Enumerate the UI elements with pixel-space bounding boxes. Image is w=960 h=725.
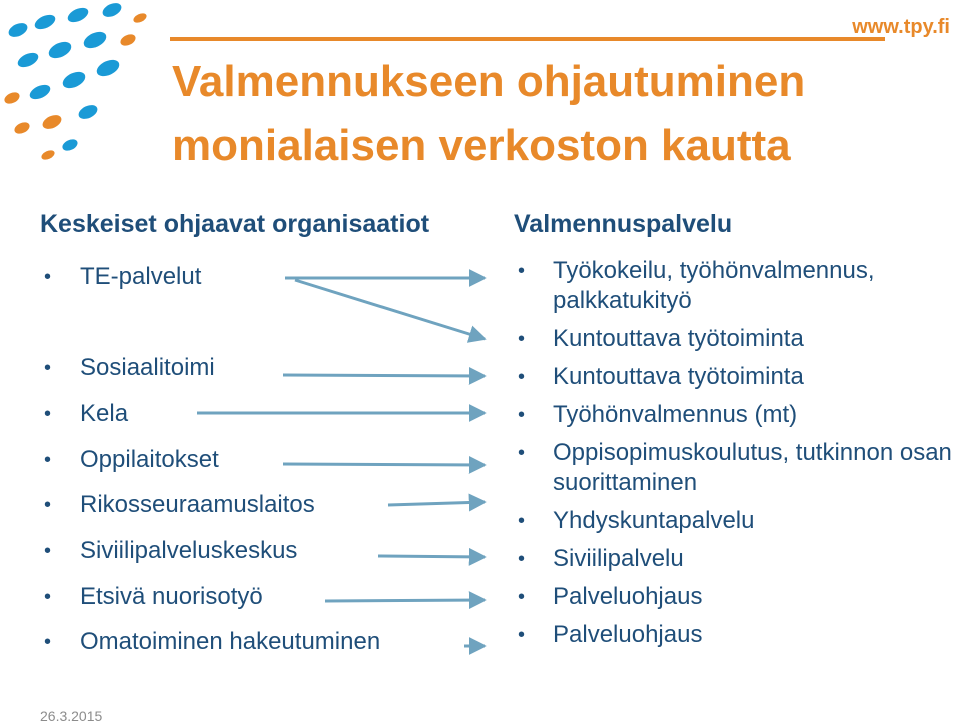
- arrow-etsiva-to-palveluohjaus: [325, 600, 485, 601]
- arrow-te-to-kuntouttava: [295, 280, 485, 339]
- bullet-icon: •: [518, 404, 526, 426]
- tpy-logo-icon: [0, 0, 160, 170]
- right-heading: Valmennuspalvelu: [514, 210, 733, 238]
- bullet-icon: •: [44, 586, 52, 608]
- list-item: • Oppisopimuskoulutus, tutkinnon osan suorittaminen: [518, 439, 952, 496]
- bullet-icon: •: [518, 366, 526, 388]
- bullet-icon: •: [518, 624, 526, 646]
- bullet-icon: •: [44, 403, 52, 425]
- list-item: • Sosiaalitoimi: [44, 354, 215, 381]
- bullet-icon: •: [518, 442, 526, 464]
- list-item: • Työhönvalmennus (mt): [518, 401, 798, 428]
- bullet-icon: •: [44, 266, 52, 288]
- list-item: • Oppilaitokset: [44, 446, 219, 473]
- list-item: • Kela: [44, 400, 129, 427]
- arrow-rikos-to-yhdyskunta: [388, 502, 485, 505]
- bullet-icon: •: [44, 494, 52, 516]
- header-rule: [170, 37, 885, 41]
- bullet-icon: •: [518, 328, 526, 350]
- site-url: www.tpy.fi: [852, 16, 950, 38]
- list-item: • Siviilipalveluskeskus: [44, 537, 298, 564]
- list-item: • Palveluohjaus: [518, 621, 703, 648]
- list-item: • Yhdyskuntapalvelu: [518, 507, 755, 534]
- list-item: • Etsivä nuorisotyö: [44, 583, 263, 610]
- bullet-icon: •: [44, 540, 52, 562]
- bullet-icon: •: [518, 586, 526, 608]
- arrow-sosiaali-to-kuntouttava: [283, 375, 485, 376]
- bullet-icon: •: [44, 631, 52, 653]
- bullet-icon: •: [518, 548, 526, 570]
- list-item: • TE-palvelut: [44, 263, 202, 290]
- list-item: • Omatoiminen hakeutuminen: [44, 628, 381, 655]
- list-item: • Työkokeilu, työhönvalmennus, palkkatukityö: [518, 257, 875, 314]
- bullet-icon: •: [518, 510, 526, 532]
- list-item: • Siviilipalvelu: [518, 545, 684, 572]
- bullet-icon: •: [44, 357, 52, 379]
- left-heading: Keskeiset ohjaavat organisaatiot: [40, 210, 430, 238]
- list-item: • Kuntouttava työtoiminta: [518, 363, 804, 390]
- slide-title: Valmennukseen ohjautuminen monialaisen verkoston kautta: [172, 57, 806, 170]
- bullet-icon: •: [44, 449, 52, 471]
- list-item: • Kuntouttava työtoiminta: [518, 325, 804, 352]
- arrow-sivii-to-siviilipalvelu: [378, 556, 485, 557]
- slide-date: 26.3.2015: [40, 708, 103, 724]
- list-item: • Rikosseuraamuslaitos: [44, 491, 315, 518]
- bullet-icon: •: [518, 260, 526, 282]
- arrow-oppilaitokset-to-oppisopimus: [283, 464, 485, 465]
- list-item: • Palveluohjaus: [518, 583, 703, 610]
